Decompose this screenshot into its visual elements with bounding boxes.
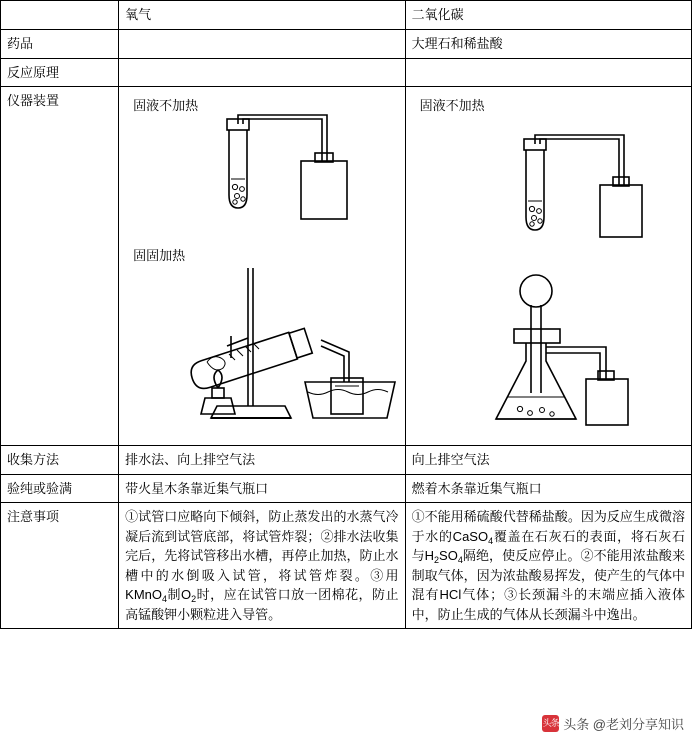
cell-verification-co2: 燃着木条靠近集气瓶口	[405, 474, 691, 503]
row-label-verification: 验纯或验满	[1, 474, 119, 503]
notes-co2-sub-2: 2	[434, 555, 440, 565]
cell-apparatus-o2	[119, 87, 405, 446]
table-row-notes	[1, 503, 692, 629]
table-row	[1, 30, 692, 59]
cell-chemicals-co2: 大理石和稀盐酸	[405, 30, 691, 59]
watermark-text: 头条 @老刘分享知识	[563, 717, 684, 732]
notes-o2-part-1: ①试管口应略向下倾斜，防止蒸发出的水蒸气冷凝后流到试管底部，将试管炸裂；②排水法收集完后，先将试管移出水槽，再停止加热，防止水槽中的水倒吸入试管，将试管炸裂。③用KMnO	[125, 509, 399, 602]
notes-co2-sub-3: 4	[457, 555, 463, 565]
notes-co2-part-3: SO	[439, 548, 458, 563]
cell-collection-o2: 排水法、向上排空气法	[119, 446, 405, 475]
cell-collection-co2: 向上排空气法	[405, 446, 691, 475]
diagram-o2-solid-liquid-setup	[175, 113, 405, 243]
row-label-principle: 反应原理	[1, 58, 119, 87]
watermark	[542, 714, 684, 733]
diagram-co2-test-tube-setup	[472, 133, 692, 263]
notes-o2-part-3: 时，应在试管口放一团棉花，防止高锰酸钾小颗粒进入导管。	[125, 587, 399, 622]
cell-chemicals-o2	[119, 30, 405, 59]
diagram-co2-flask-funnel-setup	[440, 271, 690, 436]
notes-co2-part-4: 隔绝，使反应停止。②不能用浓盐酸来制取气体，因为浓盐酸易挥发，使产生的气体中混有HCl气体；③长颈漏斗的末端应插入液体中，防止生成的气体从长颈漏斗中逸出。	[411, 548, 685, 622]
cell-verification-o2: 带火星木条靠近集气瓶口	[119, 474, 405, 503]
table-row	[1, 58, 692, 87]
row-label-collection: 收集方法	[1, 446, 119, 475]
table-header-row	[1, 1, 692, 30]
header-co2-cell: 二氧化碳	[405, 1, 691, 30]
notes-o2-sub-1: 4	[162, 594, 168, 604]
notes-o2-part-2: 制O	[167, 587, 192, 602]
caption-o2-solid-solid-heat: 固固加热	[133, 248, 186, 263]
notes-co2-sub-1: 4	[488, 535, 494, 546]
table-row	[1, 446, 692, 475]
row-label-chemicals: 药品	[1, 30, 119, 59]
notes-o2-sub-2: 2	[191, 594, 197, 604]
table-row	[1, 474, 692, 503]
cell-notes-co2	[405, 503, 691, 629]
notes-co2-part-2: 覆盖在石灰石的表面，将石灰石与H	[411, 528, 685, 563]
cell-apparatus-co2	[405, 87, 691, 446]
caption-o2-solid-liquid-no-heat: 固液不加热	[133, 98, 199, 113]
notes-co2-part-1: ①不能用稀硫酸代替稀盐酸。因为反应生成微溶于水的CaSO	[411, 509, 685, 544]
row-label-apparatus: 仪器装置	[1, 87, 119, 446]
caption-co2-solid-liquid-no-heat: 固液不加热	[419, 98, 485, 113]
cell-principle-co2	[405, 58, 691, 87]
toutiao-logo-icon: 头条	[542, 715, 559, 732]
header-blank-cell	[1, 1, 119, 30]
diagram-o2-heating-setup	[145, 266, 401, 436]
header-o2-cell: 氧气	[119, 1, 405, 30]
cell-principle-o2	[119, 58, 405, 87]
cell-notes-o2	[119, 503, 405, 629]
row-label-notes: 注意事项	[1, 503, 119, 629]
table-row-apparatus	[1, 87, 692, 446]
